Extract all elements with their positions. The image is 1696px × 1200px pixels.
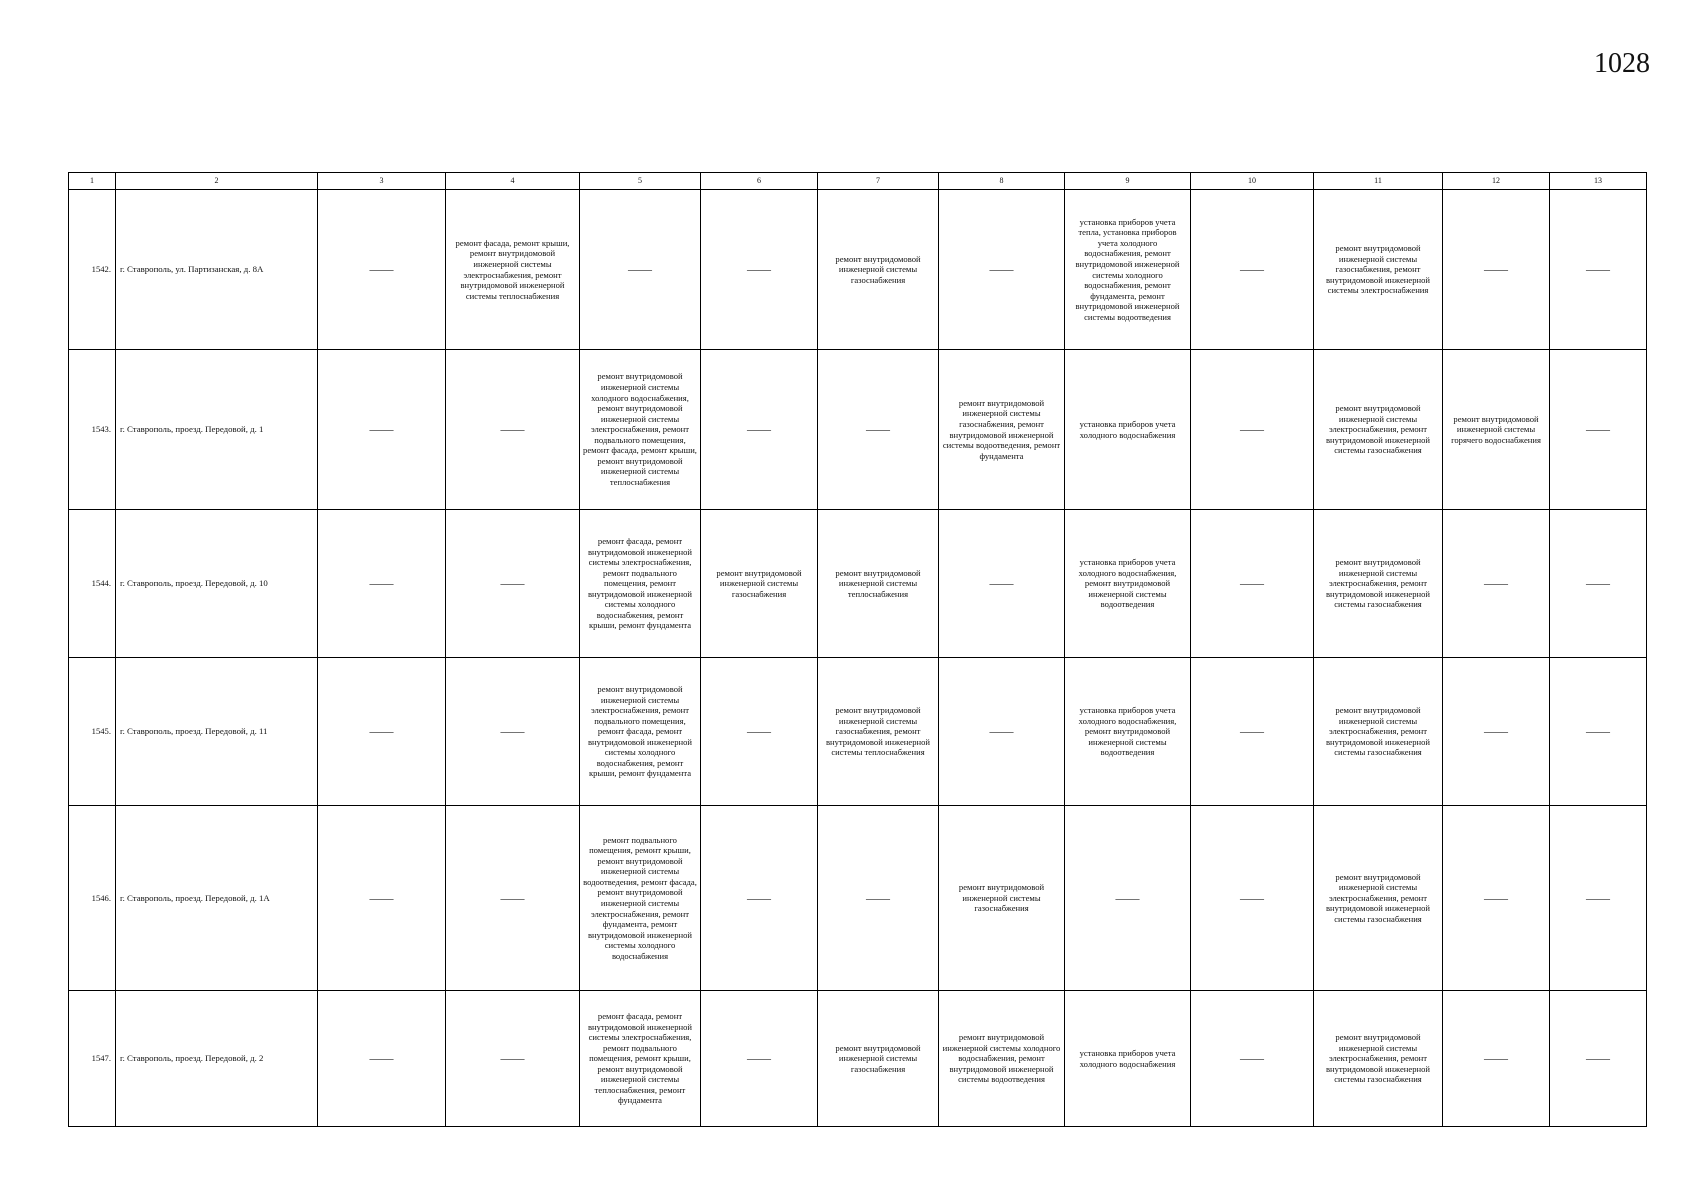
cell-col-6: —— (701, 190, 818, 350)
cell-col-4: —— (446, 991, 580, 1127)
cell-col-11: ремонт внутридомовой инженерной системы электроснабжения, ремонт внутридомовой инженерной системы газоснабжения (1314, 658, 1443, 806)
column-number-5: 5 (580, 173, 701, 190)
cell-col-10: —— (1191, 190, 1314, 350)
cell-col-9: установка приборов учета холодного водоснабжения (1065, 350, 1191, 510)
cell-row-number: 1545. (69, 658, 116, 806)
cell-col-12: —— (1443, 991, 1550, 1127)
cell-col-11: ремонт внутридомовой инженерной системы газоснабжения, ремонт внутридомовой инженерной системы электроснабжения (1314, 190, 1443, 350)
cell-col-3: —— (318, 991, 446, 1127)
column-number-13: 13 (1550, 173, 1647, 190)
cell-col-11: ремонт внутридомовой инженерной системы электроснабжения, ремонт внутридомовой инженерной системы газоснабжения (1314, 510, 1443, 658)
cell-row-number: 1544. (69, 510, 116, 658)
cell-col-9: —— (1065, 806, 1191, 991)
cell-address: г. Ставрополь, проезд. Передовой, д. 10 (116, 510, 318, 658)
cell-col-12: —— (1443, 190, 1550, 350)
cell-col-7: —— (818, 350, 939, 510)
cell-col-9: установка приборов учета холодного водоснабжения (1065, 991, 1191, 1127)
cell-col-3: —— (318, 350, 446, 510)
cell-col-13: —— (1550, 510, 1647, 658)
cell-col-13: —— (1550, 806, 1647, 991)
cell-address: г. Ставрополь, проезд. Передовой, д. 2 (116, 991, 318, 1127)
table-row (69, 806, 1647, 991)
cell-col-7: ремонт внутридомовой инженерной системы газоснабжения (818, 991, 939, 1127)
cell-row-number: 1543. (69, 350, 116, 510)
cell-col-8: ремонт внутридомовой инженерной системы газоснабжения (939, 806, 1065, 991)
cell-col-11: ремонт внутридомовой инженерной системы электроснабжения, ремонт внутридомовой инженерной системы газоснабжения (1314, 991, 1443, 1127)
capital-repair-register-table (68, 172, 1647, 1127)
cell-col-12: —— (1443, 806, 1550, 991)
cell-col-13: —— (1550, 658, 1647, 806)
column-number-10: 10 (1191, 173, 1314, 190)
table-row (69, 190, 1647, 350)
cell-col-12: —— (1443, 510, 1550, 658)
cell-col-4: —— (446, 806, 580, 991)
cell-col-3: —— (318, 510, 446, 658)
cell-col-6: —— (701, 350, 818, 510)
cell-col-5: ремонт фасада, ремонт внутридомовой инженерной системы электроснабжения, ремонт подвального помещения, ремонт внутридомовой инженерной системы холодного водоснабжения, ремонт крыши, ремонт фундамента (580, 510, 701, 658)
cell-col-9: установка приборов учета холодного водоснабжения, ремонт внутридомовой инженерной системы водоотведения (1065, 510, 1191, 658)
column-number-3: 3 (318, 173, 446, 190)
cell-col-13: —— (1550, 991, 1647, 1127)
cell-col-5: ремонт фасада, ремонт внутридомовой инженерной системы электроснабжения, ремонт подвального помещения, ремонт крыши, ремонт внутридомовой инженерной системы теплоснабжения, ремонт фундамента (580, 991, 701, 1127)
column-number-row (69, 173, 1647, 190)
cell-col-10: —— (1191, 510, 1314, 658)
column-number-7: 7 (818, 173, 939, 190)
page-number: 1028 (1594, 48, 1650, 79)
cell-address: г. Ставрополь, ул. Партизанская, д. 8А (116, 190, 318, 350)
table-row (69, 991, 1647, 1127)
column-number-4: 4 (446, 173, 580, 190)
table-row (69, 658, 1647, 806)
cell-col-6: ремонт внутридомовой инженерной системы газоснабжения (701, 510, 818, 658)
column-number-9: 9 (1065, 173, 1191, 190)
table-row (69, 510, 1647, 658)
cell-address: г. Ставрополь, проезд. Передовой, д. 1 (116, 350, 318, 510)
table-row (69, 350, 1647, 510)
cell-col-6: —— (701, 806, 818, 991)
cell-col-12: ремонт внутридомовой инженерной системы горячего водоснабжения (1443, 350, 1550, 510)
cell-col-13: —— (1550, 350, 1647, 510)
cell-col-4: ремонт фасада, ремонт крыши, ремонт внутридомовой инженерной системы электроснабжения, ремонт внутридомовой инженерной системы теплоснабжения (446, 190, 580, 350)
cell-col-12: —— (1443, 658, 1550, 806)
cell-col-13: —— (1550, 190, 1647, 350)
cell-row-number: 1542. (69, 190, 116, 350)
cell-col-7: ремонт внутридомовой инженерной системы газоснабжения (818, 190, 939, 350)
cell-col-8: ремонт внутридомовой инженерной системы газоснабжения, ремонт внутридомовой инженерной системы водоотведения, ремонт фундамента (939, 350, 1065, 510)
cell-col-8: —— (939, 190, 1065, 350)
cell-col-7: ремонт внутридомовой инженерной системы газоснабжения, ремонт внутридомовой инженерной системы теплоснабжения (818, 658, 939, 806)
cell-col-5: ремонт внутридомовой инженерной системы электроснабжения, ремонт подвального помещения, ремонт фасада, ремонт внутридомовой инженерной системы холодного водоснабжения, ремонт крыши, ремонт фундамента (580, 658, 701, 806)
cell-col-6: —— (701, 991, 818, 1127)
cell-col-4: —— (446, 510, 580, 658)
cell-row-number: 1546. (69, 806, 116, 991)
cell-col-9: установка приборов учета холодного водоснабжения, ремонт внутридомовой инженерной системы водоотведения (1065, 658, 1191, 806)
cell-col-5: ремонт подвального помещения, ремонт крыши, ремонт внутридомовой инженерной системы водоотведения, ремонт фасада, ремонт внутридомовой инженерной системы электроснабжения, ремонт фундамента, ремонт внутридомовой инженерной системы холодного водоснабжения (580, 806, 701, 991)
cell-col-4: —— (446, 658, 580, 806)
column-number-2: 2 (116, 173, 318, 190)
column-number-1: 1 (69, 173, 116, 190)
cell-col-5: —— (580, 190, 701, 350)
cell-col-10: —— (1191, 350, 1314, 510)
cell-col-8: —— (939, 510, 1065, 658)
cell-col-4: —— (446, 350, 580, 510)
cell-col-8: —— (939, 658, 1065, 806)
cell-address: г. Ставрополь, проезд. Передовой, д. 1А (116, 806, 318, 991)
cell-col-8: ремонт внутридомовой инженерной системы холодного водоснабжения, ремонт внутридомовой инженерной системы водоотведения (939, 991, 1065, 1127)
cell-address: г. Ставрополь, проезд. Передовой, д. 11 (116, 658, 318, 806)
cell-col-5: ремонт внутридомовой инженерной системы холодного водоснабжения, ремонт внутридомовой инженерной системы электроснабжения, ремонт подвального помещения, ремонт фасада, ремонт крыши, ремонт внутридомовой инженерной системы теплоснабжения (580, 350, 701, 510)
cell-col-11: ремонт внутридомовой инженерной системы электроснабжения, ремонт внутридомовой инженерной системы газоснабжения (1314, 350, 1443, 510)
cell-row-number: 1547. (69, 991, 116, 1127)
cell-col-6: —— (701, 658, 818, 806)
column-number-12: 12 (1443, 173, 1550, 190)
cell-col-3: —— (318, 806, 446, 991)
column-number-8: 8 (939, 173, 1065, 190)
cell-col-3: —— (318, 190, 446, 350)
cell-col-10: —— (1191, 991, 1314, 1127)
column-number-6: 6 (701, 173, 818, 190)
cell-col-9: установка приборов учета тепла, установка приборов учета холодного водоснабжения, ремонт внутридомовой инженерной системы холодного водоснабжения, ремонт фундамента, ремонт внутридомовой инженерной системы водоотведения (1065, 190, 1191, 350)
cell-col-10: —— (1191, 658, 1314, 806)
cell-col-7: ремонт внутридомовой инженерной системы теплоснабжения (818, 510, 939, 658)
cell-col-11: ремонт внутридомовой инженерной системы электроснабжения, ремонт внутридомовой инженерной системы газоснабжения (1314, 806, 1443, 991)
cell-col-7: —— (818, 806, 939, 991)
cell-col-10: —— (1191, 806, 1314, 991)
cell-col-3: —— (318, 658, 446, 806)
column-number-11: 11 (1314, 173, 1443, 190)
